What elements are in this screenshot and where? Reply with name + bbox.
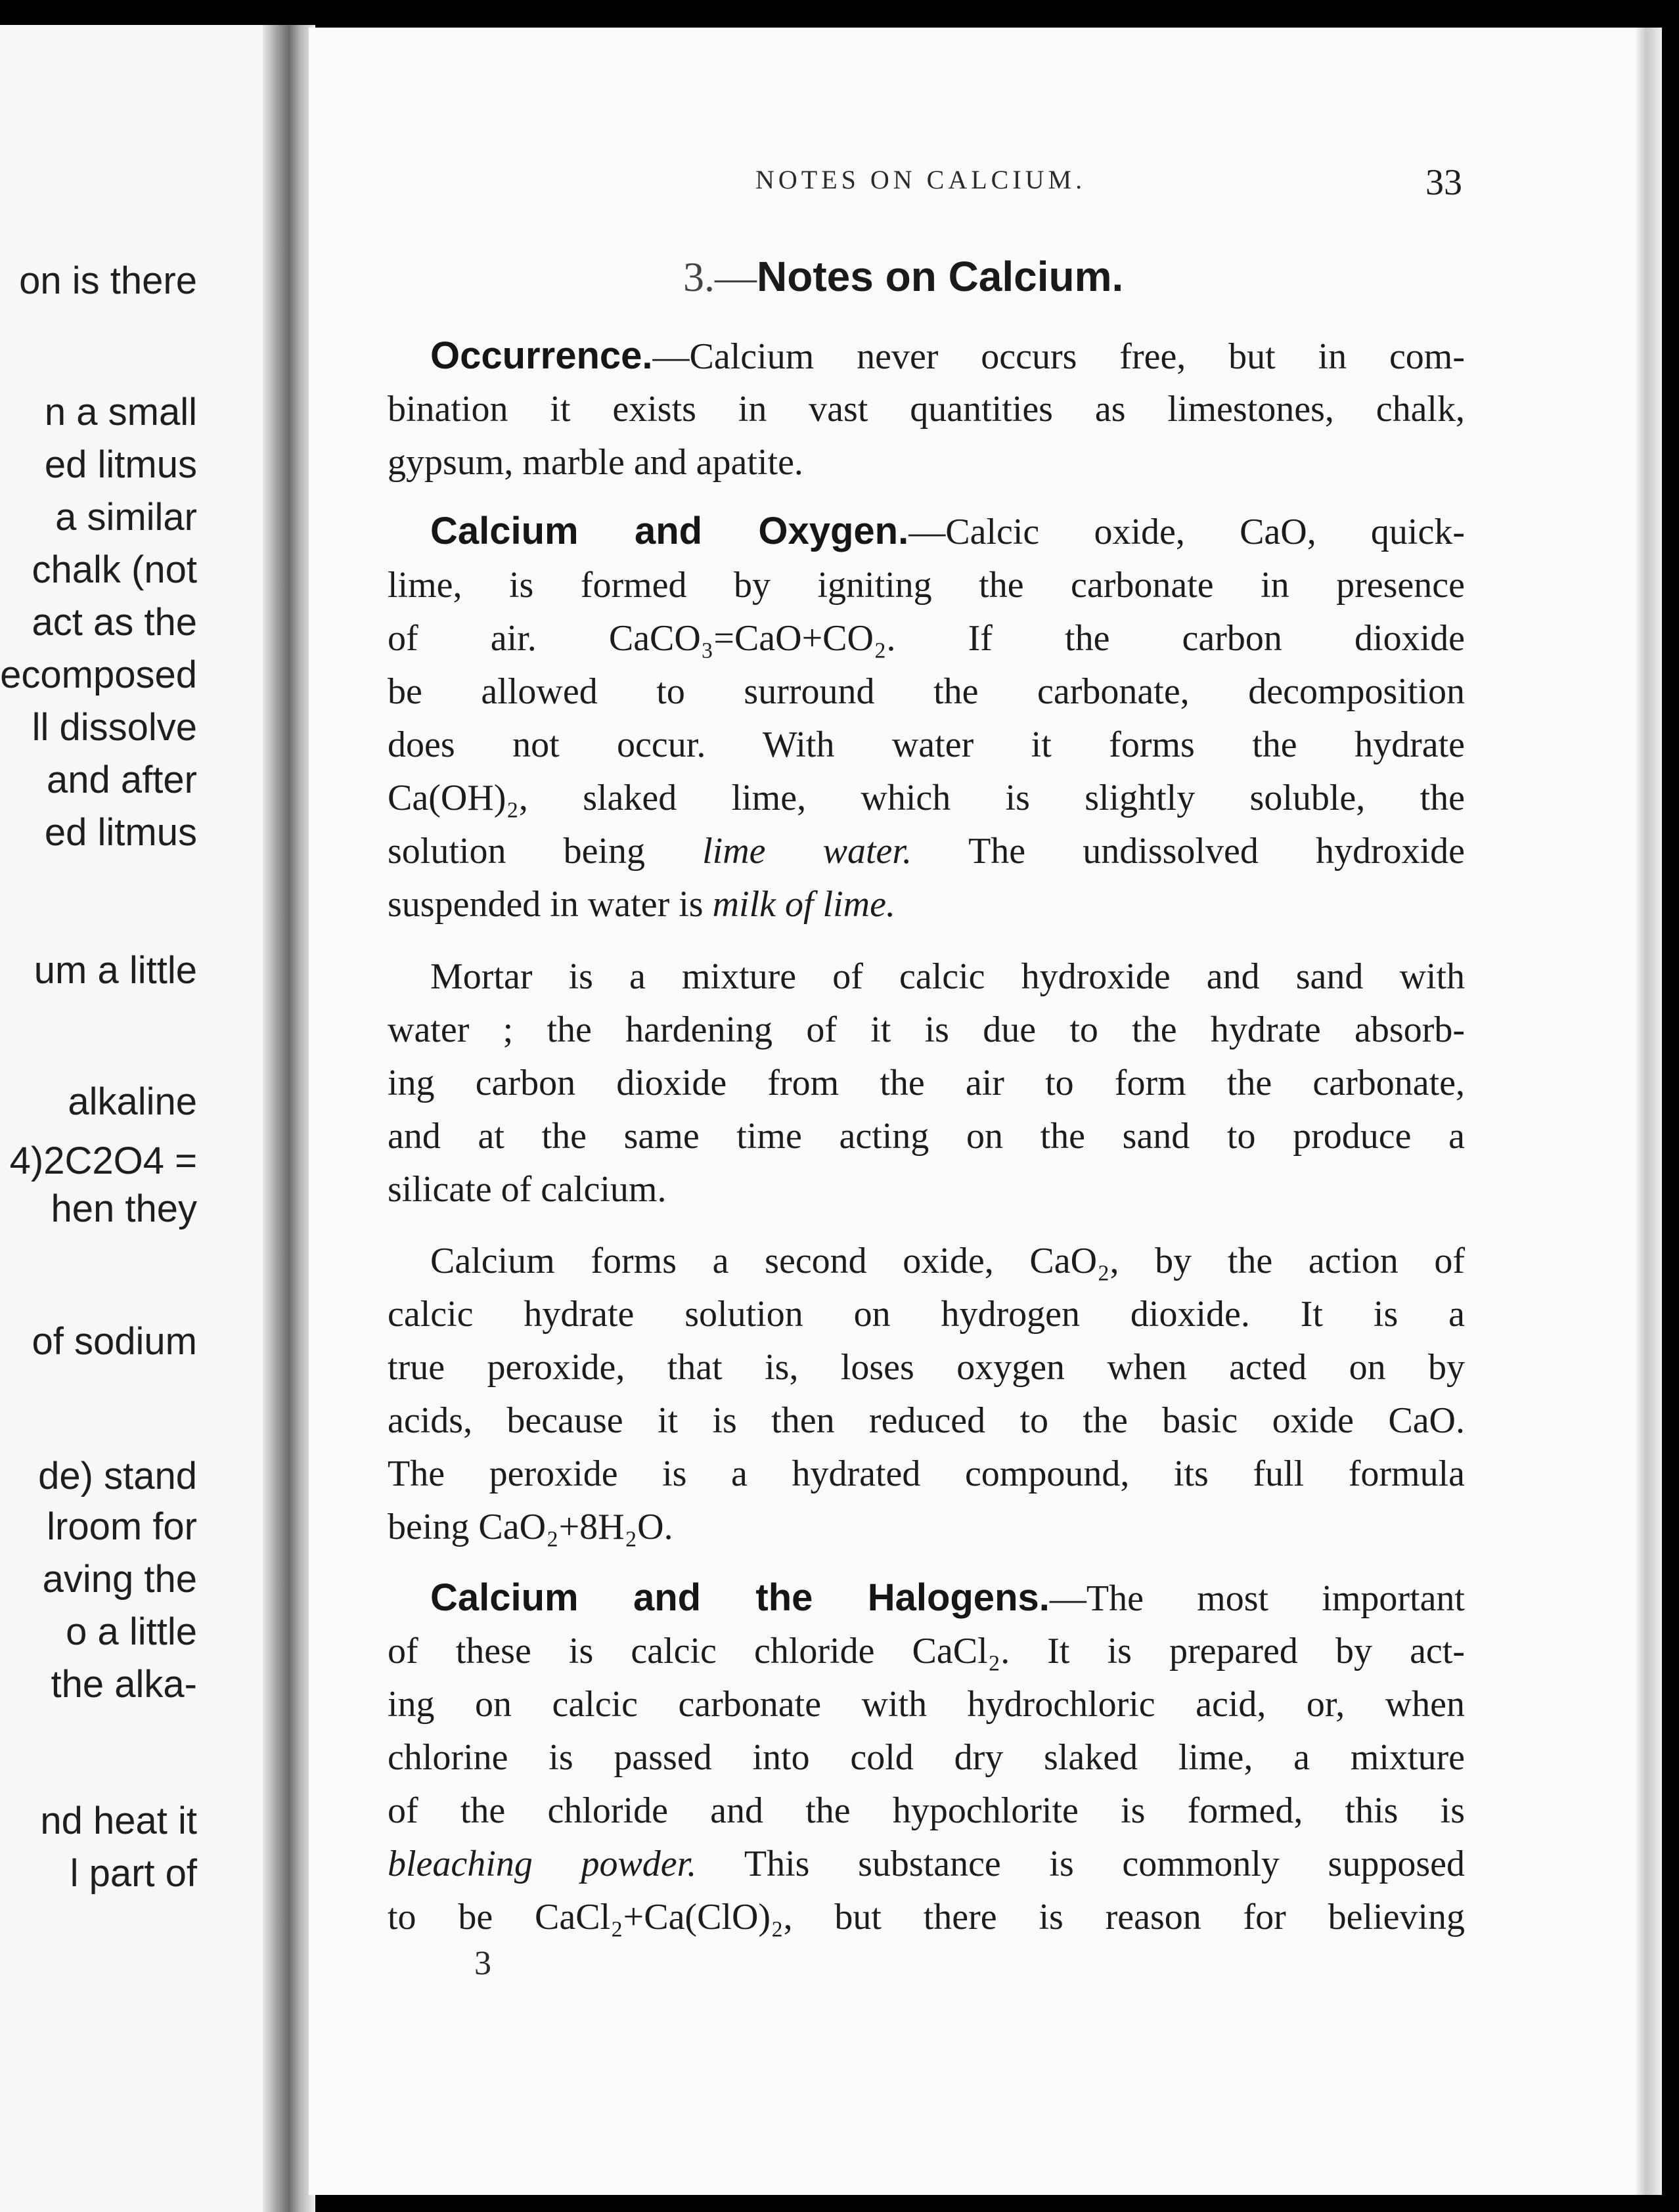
paragraph-line: true peroxide, that is, loses oxygen when acted on by — [388, 1347, 1465, 1388]
left-page-line: of sodium — [32, 1320, 197, 1363]
paragraph-line: being CaO₂+8H₂O. — [388, 1507, 673, 1547]
paragraph-line: solution being lime water. The undissolved hydroxide — [388, 831, 1466, 872]
section-title-text: Notes on Calcium. — [757, 253, 1124, 300]
halogens-heading: Calcium and the Halogens. — [430, 1576, 1050, 1619]
paragraph-line: of air. CaCO₃=CaO+CO₂. If the carbon dioxide — [388, 618, 1465, 659]
left-page-line: and after — [47, 759, 197, 801]
paragraph-line: Calcium forms a second oxide, CaO₂, by the action of — [430, 1241, 1465, 1281]
paragraph-line: does not occur. With water it forms the hydrate — [388, 724, 1465, 765]
left-page-line: um a little — [34, 949, 197, 992]
paragraph-line: water ; the hardening of it is due to the hydrate absorb- — [388, 1009, 1465, 1050]
previous-page-fragment — [0, 25, 276, 2212]
book-gutter-shadow — [263, 25, 315, 2212]
paragraph-line: ing on calcic carbonate with hydrochloric acid, or, when — [388, 1684, 1465, 1725]
left-page-line: de) stand — [38, 1455, 197, 1497]
left-page-line: a similar — [55, 496, 197, 539]
page-number: 33 — [1425, 162, 1462, 203]
left-page-line: chalk (not — [32, 548, 197, 591]
paragraph-line: and at the same time acting on the sand to produce a — [388, 1116, 1465, 1157]
left-page-line: on is there — [19, 259, 197, 302]
left-page-line: nd heat it — [40, 1800, 197, 1842]
left-page-line: n a small — [44, 391, 197, 433]
left-page-line: ecomposed — [0, 653, 197, 696]
left-page-line: alkaline — [68, 1080, 197, 1123]
left-page-line: hen they — [51, 1187, 197, 1230]
paragraph-line: Mortar is a mixture of calcic hydroxide and sand with — [430, 956, 1465, 997]
section-title — [683, 252, 1123, 301]
paragraph-line: Calcium and Oxygen.—Calcic oxide, CaO, quick- — [430, 510, 1465, 552]
paragraph-line: calcic hydrate solution on hydrogen dioxide. It is a — [388, 1294, 1465, 1335]
section-number: 3.— — [683, 254, 757, 300]
paragraph-line: of the chloride and the hypochlorite is formed, this is — [388, 1790, 1465, 1831]
left-page-line: lroom for — [47, 1505, 197, 1548]
left-page-line: ed litmus — [44, 811, 197, 854]
left-page-line: ll dissolve — [32, 706, 197, 749]
paragraph-line: lime, is formed by igniting the carbonate in presence — [388, 565, 1465, 606]
paragraph-line: acids, because it is then reduced to the basic oxide CaO. — [388, 1400, 1465, 1441]
occurrence-heading: Occurrence. — [430, 334, 653, 377]
paragraph-line: The peroxide is a hydrated compound, its full formula — [388, 1453, 1465, 1494]
paragraph-line: silicate of calcium. — [388, 1169, 667, 1210]
paragraph-line: Calcium and the Halogens.—The most important — [430, 1576, 1465, 1619]
paragraph-line: to be CaCl₂+Ca(ClO)₂, but there is reason for believing — [388, 1897, 1465, 1937]
left-page-line: ed litmus — [44, 443, 197, 486]
left-page-line: l part of — [70, 1852, 197, 1895]
left-page-line: 4)2C2O4 = — [9, 1139, 197, 1182]
paragraph-line: bleaching powder. This substance is commonly supposed — [388, 1844, 1465, 1884]
paragraph-line: be allowed to surround the carbonate, decomposition — [388, 671, 1465, 712]
left-page-line: act as the — [32, 601, 197, 644]
paragraph-line: chlorine is passed into cold dry slaked lime, a mixture — [388, 1737, 1465, 1778]
paragraph-line: Ca(OH)₂, slaked lime, which is slightly soluble, the — [388, 778, 1465, 818]
paragraph-line: Occurrence.—Calcium never occurs free, but in com- — [430, 334, 1465, 377]
running-head: NOTES ON CALCIUM. — [755, 165, 1086, 194]
left-page-line: o a little — [66, 1610, 197, 1653]
page-edge-shadow — [1636, 28, 1662, 2195]
paragraph-line: of these is calcic chloride CaCl₂. It is prepared by act- — [388, 1631, 1465, 1671]
paragraph-line: bination it exists in vast quantities as limestones, chalk, — [388, 389, 1465, 430]
term-milk-of-lime: milk of lime. — [712, 884, 895, 925]
term-lime-water: lime water. — [702, 831, 912, 872]
paragraph-line: gypsum, marble and apatite. — [388, 442, 803, 483]
left-page-line: aving the — [42, 1558, 197, 1601]
signature-mark: 3 — [474, 1945, 491, 1982]
paragraph-line: ing carbon dioxide from the air to form the carbonate, — [388, 1063, 1465, 1103]
term-bleaching-powder: bleaching powder. — [388, 1844, 697, 1884]
left-page-line: the alka- — [51, 1663, 197, 1706]
oxygen-heading: Calcium and Oxygen. — [430, 510, 909, 552]
paragraph-line: suspended in water is milk of lime. — [388, 884, 895, 925]
